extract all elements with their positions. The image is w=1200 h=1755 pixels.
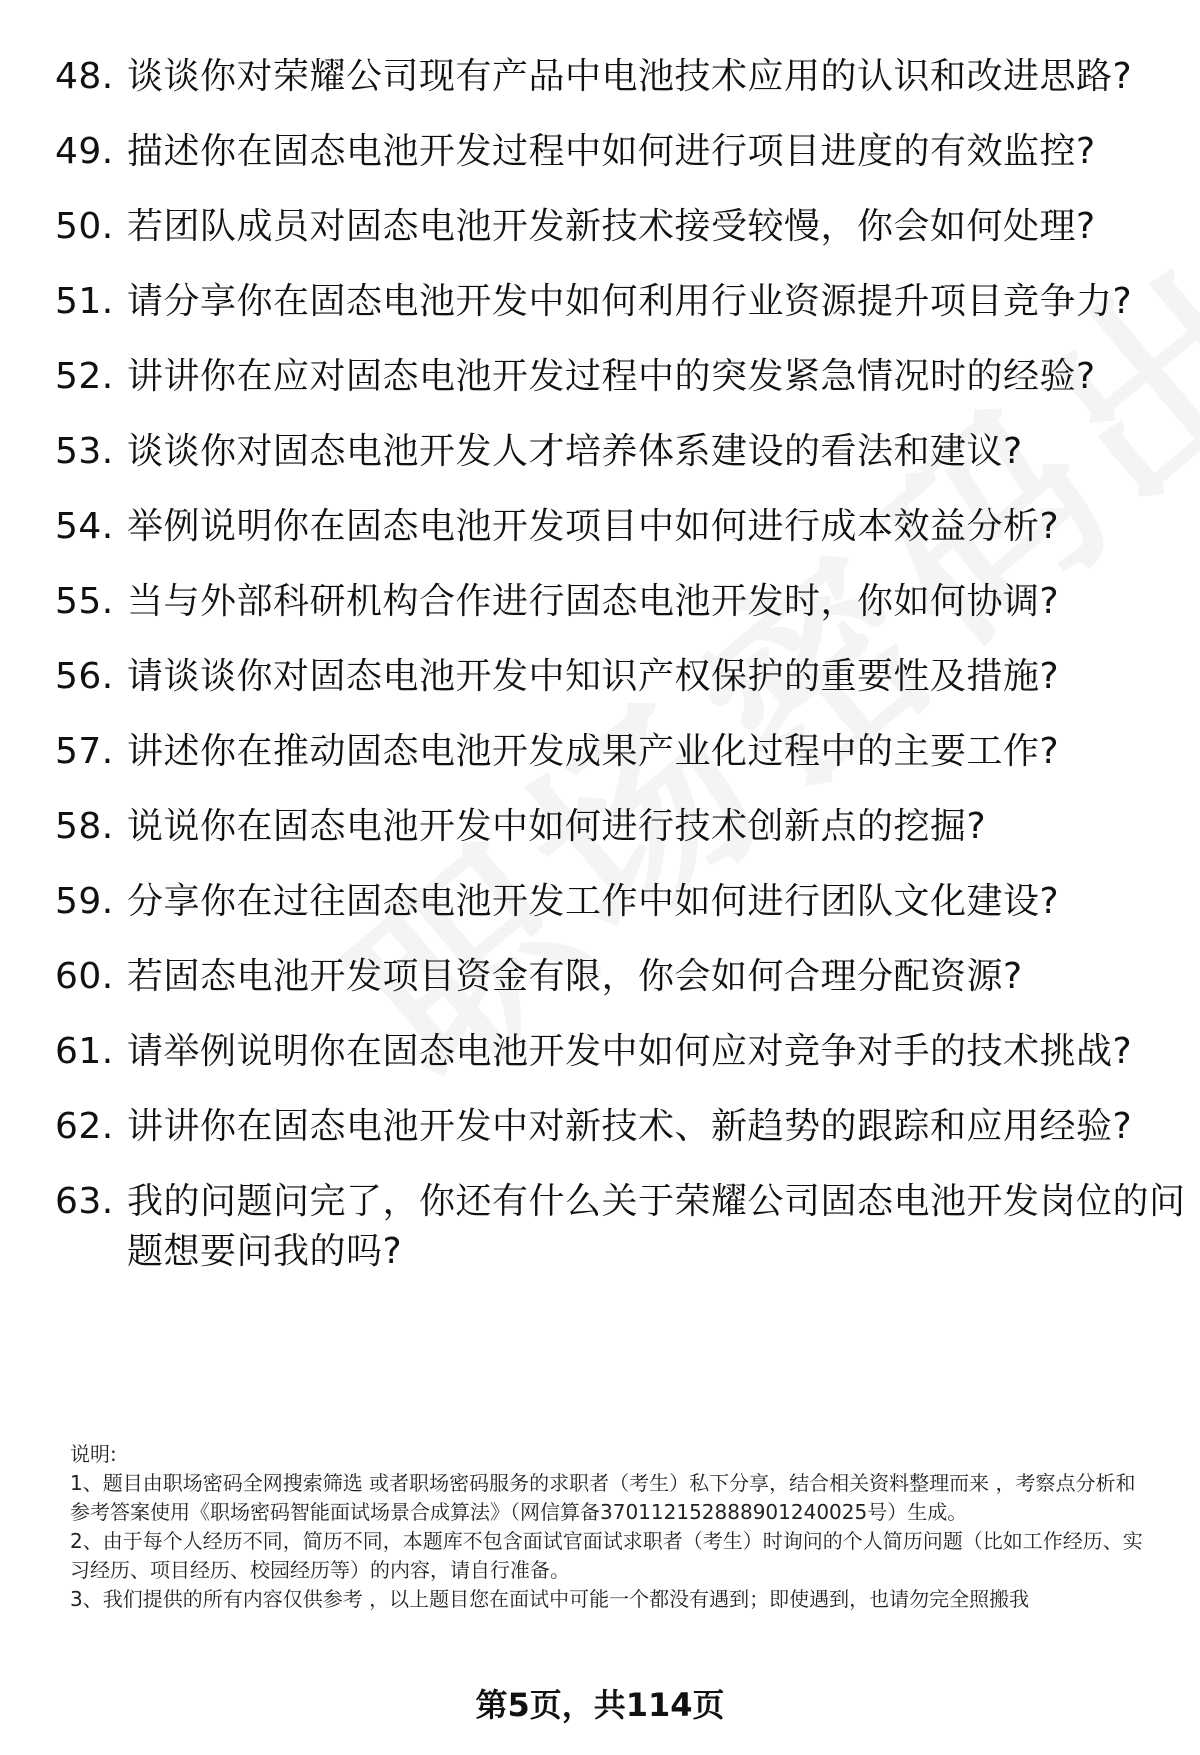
- question-text: 我的问题问完了，你还有什么关于荣耀公司固态电池开发岗位的问题想要问我的吗?: [127, 1181, 1186, 1272]
- question-number: 49.: [55, 131, 114, 172]
- question-number: 61.: [55, 1031, 114, 1072]
- question-item: [55, 1027, 1155, 1077]
- question-number: 58.: [55, 806, 114, 847]
- question-number: 53.: [55, 431, 114, 472]
- question-number: 56.: [55, 656, 114, 697]
- question-text: 描述你在固态电池开发过程中如何进行项目进度的有效监控?: [127, 131, 1096, 172]
- question-item: [55, 1177, 1186, 1277]
- question-text: 分享你在过往固态电池开发工作中如何进行团队文化建设?: [127, 881, 1060, 922]
- question-item: [55, 652, 1155, 702]
- question-number: 50.: [55, 206, 114, 247]
- question-item: [55, 1102, 1155, 1152]
- question-item: [55, 877, 1155, 927]
- question-number: 55.: [55, 581, 114, 622]
- question-number: 54.: [55, 506, 114, 547]
- question-item: [55, 202, 1155, 252]
- question-item: [55, 577, 1155, 627]
- question-text: 谈谈你对荣耀公司现有产品中电池技术应用的认识和改进思路?: [127, 56, 1133, 97]
- question-text: 讲讲你在固态电池开发中对新技术、新趋势的跟踪和应用经验?: [127, 1106, 1133, 1147]
- question-text: 讲讲你在应对固态电池开发过程中的突发紧急情况时的经验?: [127, 356, 1096, 397]
- question-number: 63.: [55, 1181, 114, 1222]
- question-text: 请分享你在固态电池开发中如何利用行业资源提升项目竞争力?: [127, 281, 1133, 322]
- question-item: [55, 277, 1155, 327]
- notes-item: 3、我们提供的所有内容仅供参考 ，以上题目您在面试中可能一个都没有遇到；即使遇到，也请勿完全照搬我: [70, 1587, 1030, 1611]
- question-text: 说说你在固态电池开发中如何进行技术创新点的挖掘?: [127, 806, 987, 847]
- question-text: 若团队成员对固态电池开发新技术接受较慢，你会如何处理?: [127, 206, 1096, 247]
- question-number: 62.: [55, 1106, 114, 1147]
- question-text: 讲述你在推动固态电池开发成果产业化过程中的主要工作?: [127, 731, 1060, 772]
- question-item: [55, 727, 1155, 777]
- question-item: [55, 502, 1155, 552]
- question-number: 59.: [55, 881, 114, 922]
- question-number: 60.: [55, 956, 114, 997]
- question-text: 谈谈你对固态电池开发人才培养体系建设的看法和建议?: [127, 431, 1023, 472]
- question-number: 48.: [55, 56, 114, 97]
- question-number: 52.: [55, 356, 114, 397]
- question-text: 举例说明你在固态电池开发项目中如何进行成本效益分析?: [127, 506, 1060, 547]
- notes-item: 1、题目由职场密码全网搜索筛选 或者职场密码服务的求职者（考生）私下分享，结合相关资料整理而来 ，考察点分析和参考答案使用《职场密码智能面试场景合成算法》（网信算备370112152888901240025号）生成。: [70, 1471, 1136, 1524]
- question-number: 51.: [55, 281, 114, 322]
- question-text: 当与外部科研机构合作进行固态电池开发时，你如何协调?: [127, 581, 1060, 622]
- question-text: 请谈谈你对固态电池开发中知识产权保护的重要性及措施?: [127, 656, 1060, 697]
- notes-item: 2、由于每个人经历不同，简历不同，本题库不包含面试官面试求职者（考生）时询问的个人简历问题（比如工作经历、实习经历、项目经历、校园经历等）的内容，请自行准备。: [70, 1529, 1143, 1582]
- question-number: 57.: [55, 731, 114, 772]
- question-text: 若固态电池开发项目资金有限，你会如何合理分配资源?: [127, 956, 1023, 997]
- question-item: [55, 352, 1155, 402]
- question-item: [55, 952, 1155, 1002]
- page-number: 第5页，共114页: [475, 1686, 725, 1724]
- question-item: [55, 52, 1155, 102]
- question-item: [55, 427, 1155, 477]
- notes-heading: 说明:: [70, 1442, 117, 1466]
- question-text: 请举例说明你在固态电池开发中如何应对竞争对手的技术挑战?: [127, 1031, 1133, 1072]
- notes-section: [70, 1440, 1150, 1614]
- question-item: [55, 127, 1155, 177]
- question-item: [55, 802, 1155, 852]
